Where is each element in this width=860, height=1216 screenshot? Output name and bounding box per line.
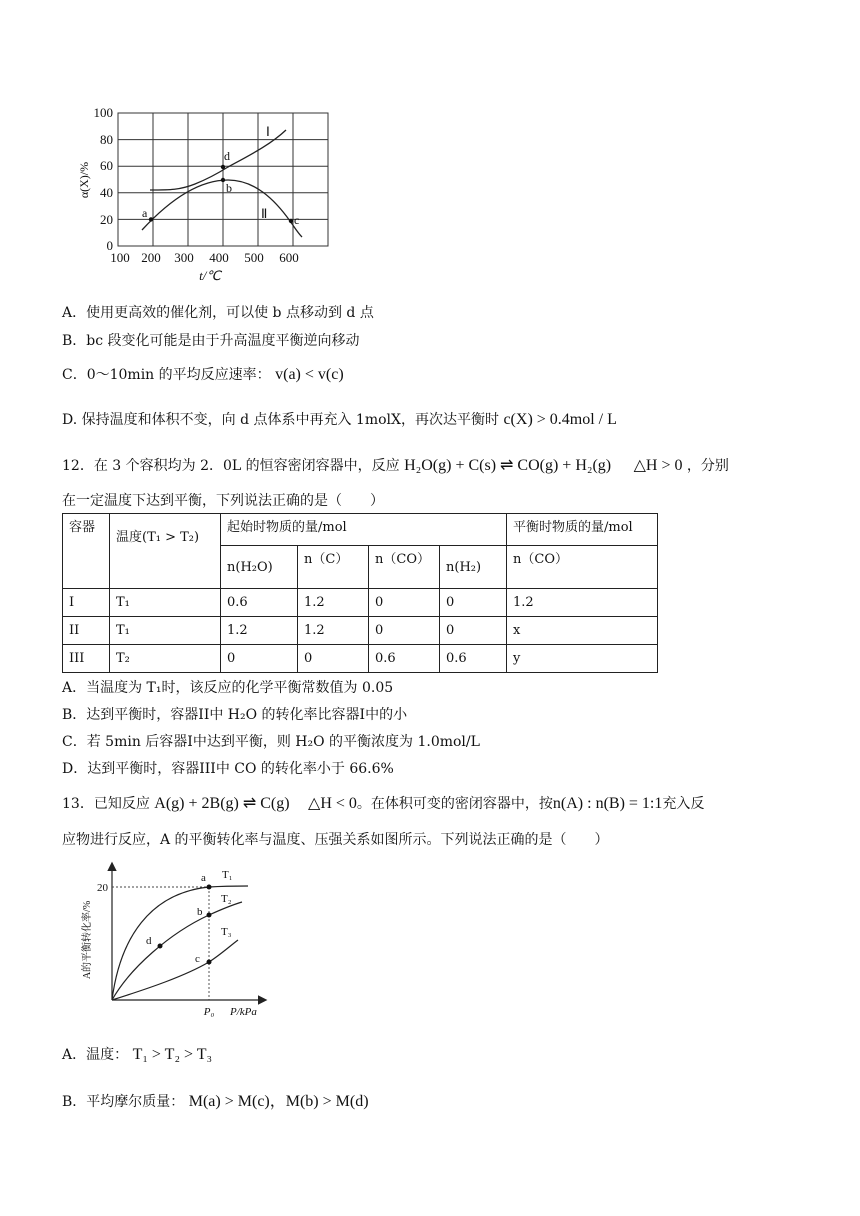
x-tick-label: 200 xyxy=(141,250,161,265)
q11-option-c-math: v(a) < v(c) xyxy=(275,366,344,383)
point-label-b: b xyxy=(197,906,203,918)
sub-header-n-h2: n(H₂) xyxy=(440,546,507,589)
point-label-c: c xyxy=(195,953,200,965)
curve-label-T2: T₂ xyxy=(221,893,232,905)
point-label-d: d xyxy=(146,935,152,947)
curve-label-T3: T₃ xyxy=(221,926,232,938)
point-label-d: d xyxy=(224,149,230,163)
q13-ratio: n(A) : n(B) = 1:1 xyxy=(552,795,663,812)
header-container: 容器 xyxy=(63,514,110,589)
q12-option-b: B．达到平衡时，容器II中 H₂O 的转化率比容器I中的小 xyxy=(62,707,408,723)
x-tick-label: 500 xyxy=(244,250,264,265)
point-label-a: a xyxy=(142,206,148,220)
point-d xyxy=(221,165,225,169)
q11-option-b: B．bc 段变化可能是由于升高温度平衡逆向移动 xyxy=(62,333,360,349)
cell: 0 xyxy=(298,645,369,673)
cell: 0 xyxy=(369,589,440,617)
conversion-pressure-chart xyxy=(70,858,280,1028)
point-label-a: a xyxy=(201,872,206,884)
q11-option-d-text: D. 保持温度和体积不变，向 d 点体系中再充入 1molX，再次达平衡时 xyxy=(62,412,499,428)
q12-data-table xyxy=(62,513,658,673)
q12-option-d: D．达到平衡时，容器III中 CO 的转化率小于 66.6% xyxy=(62,761,394,777)
conversion-temperature-chart xyxy=(70,100,360,290)
table-row xyxy=(63,617,658,645)
q11-option-c-text: C．0～10min 的平均反应速率： xyxy=(62,367,271,383)
q13-option-a xyxy=(62,1044,212,1064)
point-b xyxy=(221,178,225,182)
y-tick-label: 80 xyxy=(100,132,113,147)
q11-option-c xyxy=(62,364,344,384)
q13-option-b-text: B．平均摩尔质量： xyxy=(62,1094,185,1110)
q11-option-d-math: c(X) > 0.4mol / L xyxy=(503,411,617,428)
point-c xyxy=(207,960,212,965)
q13-stem-suffix: 充入反 xyxy=(662,796,705,812)
curve-label-II: Ⅱ xyxy=(261,206,268,221)
cell: 0 xyxy=(440,589,507,617)
cell: 0 xyxy=(221,645,298,673)
q12-option-a: A．当温度为 T₁时，该反应的化学平衡常数值为 0.05 xyxy=(62,680,394,696)
point-a xyxy=(149,217,153,221)
x-axis-label: t/℃ xyxy=(199,268,221,283)
point-c xyxy=(289,219,293,223)
y-axis-label: α(X)/% xyxy=(77,161,91,199)
cell: T₁ xyxy=(110,617,221,645)
cell: x xyxy=(507,617,658,645)
header-equilibrium: 平衡时物质的量/mol xyxy=(507,514,658,546)
point-a xyxy=(207,885,212,890)
q13-stem-line1 xyxy=(62,793,704,813)
cell: 0.6 xyxy=(369,645,440,673)
q13-option-b-math: M(a) > M(c)，M(b) > M(d) xyxy=(188,1093,369,1110)
q12-reaction: H₂O(g) + C(s) ⇌ CO(g) + H₂(g) xyxy=(404,457,612,474)
point-label-b: b xyxy=(226,181,232,195)
cell: 0 xyxy=(369,617,440,645)
point-b xyxy=(207,913,212,918)
sub-header-n-co: n（CO） xyxy=(369,546,440,589)
cell: 1.2 xyxy=(298,589,369,617)
cell: 0.6 xyxy=(221,589,298,617)
q12-option-c: C．若 5min 后容器I中达到平衡，则 H₂O 的平衡浓度为 1.0mol/L xyxy=(62,734,480,750)
x-tick-label: P₀ xyxy=(203,1006,215,1018)
q13-stem-prefix: 13．已知反应 xyxy=(62,796,150,812)
cell: 1.2 xyxy=(221,617,298,645)
cell: 1.2 xyxy=(298,617,369,645)
sub-header-n-h2o: n(H₂O) xyxy=(221,546,298,589)
y-tick-label: 0 xyxy=(106,238,113,253)
y-tick-label: 20 xyxy=(100,212,113,227)
q13-stem-line2: 应物进行反应，A 的平衡转化率与温度、压强关系如图所示。下列说法正确的是（ ） xyxy=(62,832,609,848)
x-axis-label: P/kPa xyxy=(230,1006,257,1018)
cell: y xyxy=(507,645,658,673)
cell: 0 xyxy=(440,617,507,645)
curve-label-I: Ⅰ xyxy=(266,124,270,139)
x-tick-label: 600 xyxy=(279,250,299,265)
cell: II xyxy=(63,617,110,645)
y-tick-label: 100 xyxy=(93,105,113,120)
cell: 1.2 xyxy=(507,589,658,617)
header-initial: 起始时物质的量/mol xyxy=(221,514,507,546)
q13-option-a-text: A．温度： xyxy=(62,1047,129,1063)
curve-T3 xyxy=(112,940,238,1000)
q11-option-d xyxy=(62,409,617,429)
cell: III xyxy=(63,645,110,673)
sub-header-n-co-eq: n（CO） xyxy=(507,546,658,589)
y-tick-label: 20 xyxy=(97,882,108,894)
q12-stem-prefix: 12．在 3 个容积均为 2．0L 的恒容密闭容器中，反应 xyxy=(62,458,400,474)
cell: T₁ xyxy=(110,589,221,617)
point-d xyxy=(158,944,163,949)
cell: T₂ xyxy=(110,645,221,673)
x-tick-label: 400 xyxy=(209,250,229,265)
curve-II xyxy=(142,180,302,237)
table-row xyxy=(63,589,658,617)
sub-header-n-c: n（C） xyxy=(298,546,369,589)
header-temperature: 温度(T₁ > T₂) xyxy=(110,514,221,589)
point-label-c: c xyxy=(294,213,300,227)
x-tick-label: 300 xyxy=(174,250,194,265)
x-tick-label: 100 xyxy=(110,250,130,265)
q12-enthalpy: △H > 0 xyxy=(633,457,683,474)
q13-option-a-math: T₁ > T₂ > T₃ xyxy=(132,1046,213,1063)
curve-label-T1: T₁ xyxy=(222,869,233,881)
q12-stem-suffix: ，分别 xyxy=(686,458,729,474)
y-tick-label: 60 xyxy=(100,158,113,173)
q13-option-b xyxy=(62,1088,369,1111)
q11-option-a: A．使用更高效的催化剂，可以使 b 点移动到 d 点 xyxy=(62,305,374,321)
cell: I xyxy=(63,589,110,617)
q13-stem-mid: 。在体积可变的密闭容器中，按 xyxy=(356,796,553,812)
q13-enthalpy: △H < 0 xyxy=(308,795,357,812)
cell: 0.6 xyxy=(440,645,507,673)
curve-T2 xyxy=(112,902,242,1000)
y-tick-label: 40 xyxy=(100,185,113,200)
y-axis-label: A的平衡转化率/% xyxy=(82,900,93,980)
table-row xyxy=(63,645,658,673)
q12-stem-line2: 在一定温度下达到平衡，下列说法正确的是（ ） xyxy=(62,493,384,509)
q12-stem-line1 xyxy=(62,455,729,475)
q13-reaction: A(g) + 2B(g) ⇌ C(g) xyxy=(154,795,290,812)
